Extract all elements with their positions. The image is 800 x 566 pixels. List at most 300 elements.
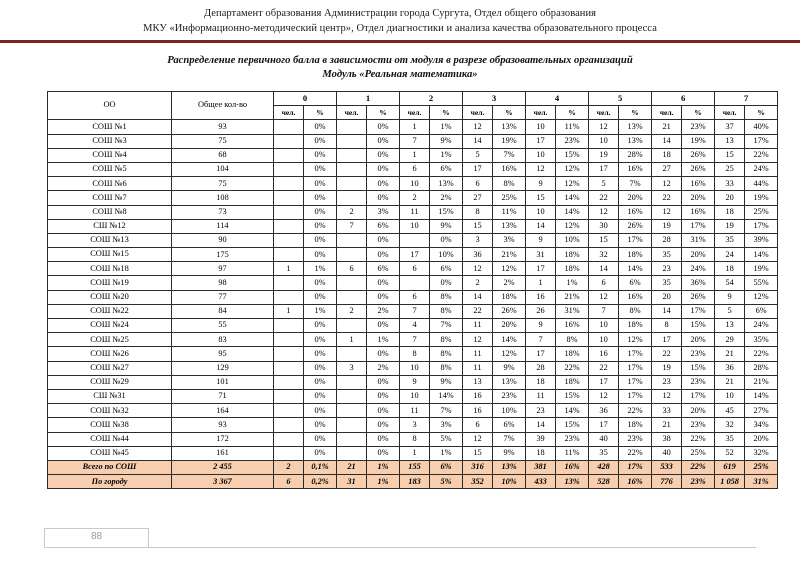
cell-score-2-percent: 8% bbox=[430, 333, 463, 347]
cell-score-2-percent: 8% bbox=[430, 347, 463, 361]
cell-score-2-count: 7 bbox=[400, 134, 430, 148]
cell-score-0-count bbox=[274, 432, 304, 446]
cell-score-1-percent: 0% bbox=[367, 248, 400, 262]
cell-score-4-percent: 15% bbox=[556, 148, 589, 162]
cell-score-0-percent: 0,1% bbox=[304, 460, 337, 474]
table-row bbox=[48, 276, 778, 290]
cell-score-1-count bbox=[337, 276, 367, 290]
table-row bbox=[48, 290, 778, 304]
score-group-header-4: 4 bbox=[526, 92, 589, 106]
cell-score-7-percent: 6% bbox=[745, 304, 778, 318]
cell-score-1-count bbox=[337, 432, 367, 446]
cell-score-2-count: 1 bbox=[400, 446, 430, 460]
cell-score-2-count bbox=[400, 276, 430, 290]
cell-score-3-percent: 3% bbox=[493, 233, 526, 247]
cell-score-7-percent: 14% bbox=[745, 389, 778, 403]
cell-total-count: 114 bbox=[172, 219, 274, 233]
cell-score-5-count: 6 bbox=[589, 276, 619, 290]
cell-total-count: 129 bbox=[172, 361, 274, 375]
cell-score-6-count: 533 bbox=[652, 460, 682, 474]
cell-organization: СОШ №26 bbox=[48, 347, 172, 361]
cell-organization: СОШ №25 bbox=[48, 333, 172, 347]
cell-score-6-percent: 20% bbox=[682, 191, 715, 205]
cell-score-5-count: 16 bbox=[589, 347, 619, 361]
cell-score-2-count: 10 bbox=[400, 361, 430, 375]
table-row bbox=[48, 347, 778, 361]
cell-score-4-percent: 18% bbox=[556, 262, 589, 276]
cell-score-4-percent: 31% bbox=[556, 304, 589, 318]
cell-score-3-count: 12 bbox=[463, 120, 493, 134]
cell-score-3-percent: 9% bbox=[493, 361, 526, 375]
cell-total-count: 93 bbox=[172, 418, 274, 432]
cell-score-6-count: 21 bbox=[652, 120, 682, 134]
cell-score-6-count: 22 bbox=[652, 347, 682, 361]
cell-score-6-count: 19 bbox=[652, 361, 682, 375]
cell-score-5-count: 14 bbox=[589, 262, 619, 276]
table-row bbox=[48, 446, 778, 460]
cell-score-4-percent: 1% bbox=[556, 276, 589, 290]
cell-score-3-percent: 7% bbox=[493, 148, 526, 162]
cell-score-0-percent: 0% bbox=[304, 191, 337, 205]
cell-score-0-percent: 0% bbox=[304, 219, 337, 233]
cell-score-7-count: 25 bbox=[715, 162, 745, 176]
cell-score-7-percent: 27% bbox=[745, 404, 778, 418]
cell-organization: СОШ №24 bbox=[48, 319, 172, 333]
cell-score-2-percent: 10% bbox=[430, 248, 463, 262]
cell-score-4-percent: 18% bbox=[556, 375, 589, 389]
cell-organization: СОШ №6 bbox=[48, 177, 172, 191]
cell-score-1-count bbox=[337, 120, 367, 134]
cell-score-4-count: 10 bbox=[526, 148, 556, 162]
cell-score-0-count bbox=[274, 290, 304, 304]
subcolumn-header-count-1: чел. bbox=[337, 106, 367, 120]
cell-score-1-count bbox=[337, 404, 367, 418]
table-row bbox=[48, 248, 778, 262]
cell-score-2-percent: 9% bbox=[430, 219, 463, 233]
table-row bbox=[48, 361, 778, 375]
cell-score-7-count: 13 bbox=[715, 134, 745, 148]
cell-score-4-percent: 13% bbox=[556, 475, 589, 489]
cell-score-7-percent: 32% bbox=[745, 446, 778, 460]
cell-score-4-count: 28 bbox=[526, 361, 556, 375]
cell-score-6-count: 33 bbox=[652, 404, 682, 418]
cell-score-3-percent: 20% bbox=[493, 319, 526, 333]
cell-score-0-count bbox=[274, 205, 304, 219]
cell-score-4-percent: 14% bbox=[556, 404, 589, 418]
cell-score-1-percent: 0% bbox=[367, 233, 400, 247]
cell-score-1-percent: 1% bbox=[367, 475, 400, 489]
cell-score-4-count: 12 bbox=[526, 162, 556, 176]
cell-score-0-percent: 0% bbox=[304, 120, 337, 134]
cell-organization: СОШ №13 bbox=[48, 233, 172, 247]
cell-score-3-count: 5 bbox=[463, 148, 493, 162]
cell-score-6-count: 14 bbox=[652, 134, 682, 148]
cell-score-0-count bbox=[274, 276, 304, 290]
cell-score-2-count: 1 bbox=[400, 120, 430, 134]
cell-score-3-count: 3 bbox=[463, 233, 493, 247]
cell-score-2-count: 17 bbox=[400, 248, 430, 262]
cell-score-4-percent: 18% bbox=[556, 347, 589, 361]
table-body bbox=[48, 120, 778, 489]
cell-score-2-percent: 8% bbox=[430, 361, 463, 375]
cell-organization: СОШ №20 bbox=[48, 290, 172, 304]
cell-score-4-percent: 22% bbox=[556, 361, 589, 375]
cell-score-7-count: 21 bbox=[715, 347, 745, 361]
cell-score-7-percent: 34% bbox=[745, 418, 778, 432]
cell-score-0-percent: 0% bbox=[304, 290, 337, 304]
cell-score-7-count: 35 bbox=[715, 233, 745, 247]
cell-score-7-percent: 31% bbox=[745, 475, 778, 489]
table-row bbox=[48, 375, 778, 389]
cell-total-count: 75 bbox=[172, 134, 274, 148]
table-summary-row bbox=[48, 460, 778, 474]
cell-score-0-percent: 0% bbox=[304, 162, 337, 176]
cell-score-5-count: 7 bbox=[589, 304, 619, 318]
cell-score-0-count bbox=[274, 446, 304, 460]
cell-score-3-count: 352 bbox=[463, 475, 493, 489]
cell-score-5-count: 12 bbox=[589, 205, 619, 219]
table-row bbox=[48, 205, 778, 219]
cell-score-5-percent: 6% bbox=[619, 276, 652, 290]
table-row bbox=[48, 191, 778, 205]
cell-score-5-percent: 16% bbox=[619, 205, 652, 219]
cell-score-3-percent: 14% bbox=[493, 333, 526, 347]
table-row bbox=[48, 319, 778, 333]
cell-total-count: 73 bbox=[172, 205, 274, 219]
cell-score-2-percent: 7% bbox=[430, 319, 463, 333]
cell-total-count: 97 bbox=[172, 262, 274, 276]
subcolumn-header-count-2: чел. bbox=[400, 106, 430, 120]
cell-score-7-count: 33 bbox=[715, 177, 745, 191]
cell-score-1-count: 21 bbox=[337, 460, 367, 474]
cell-score-0-percent: 1% bbox=[304, 262, 337, 276]
cell-score-1-percent: 0% bbox=[367, 389, 400, 403]
cell-score-6-count: 12 bbox=[652, 177, 682, 191]
cell-score-7-count: 45 bbox=[715, 404, 745, 418]
cell-score-1-percent: 2% bbox=[367, 304, 400, 318]
cell-score-5-percent: 17% bbox=[619, 347, 652, 361]
score-group-header-2: 2 bbox=[400, 92, 463, 106]
table-row bbox=[48, 162, 778, 176]
cell-score-6-percent: 26% bbox=[682, 162, 715, 176]
score-group-header-3: 3 bbox=[463, 92, 526, 106]
score-group-header-0: 0 bbox=[274, 92, 337, 106]
cell-score-1-count: 1 bbox=[337, 333, 367, 347]
cell-score-0-count bbox=[274, 233, 304, 247]
cell-score-4-percent: 12% bbox=[556, 162, 589, 176]
cell-score-4-percent: 23% bbox=[556, 134, 589, 148]
cell-score-5-count: 35 bbox=[589, 446, 619, 460]
cell-score-0-percent: 0% bbox=[304, 134, 337, 148]
cell-score-0-percent: 0% bbox=[304, 205, 337, 219]
cell-score-3-count: 12 bbox=[463, 262, 493, 276]
cell-score-5-count: 17 bbox=[589, 162, 619, 176]
cell-score-3-percent: 25% bbox=[493, 191, 526, 205]
cell-score-2-count: 6 bbox=[400, 262, 430, 276]
cell-score-2-percent: 1% bbox=[430, 446, 463, 460]
cell-score-5-percent: 16% bbox=[619, 290, 652, 304]
cell-score-6-count: 17 bbox=[652, 333, 682, 347]
score-group-header-1: 1 bbox=[337, 92, 400, 106]
cell-organization: СОШ №15 bbox=[48, 248, 172, 262]
header-line-2: МКУ «Информационно-методический центр», Отдел диагностики и анализа качества образовательного процесса bbox=[143, 23, 657, 34]
cell-score-0-count bbox=[274, 134, 304, 148]
score-group-header-7: 7 bbox=[715, 92, 778, 106]
cell-score-7-percent: 20% bbox=[745, 432, 778, 446]
cell-organization: СОШ №19 bbox=[48, 276, 172, 290]
cell-score-5-count: 428 bbox=[589, 460, 619, 474]
cell-score-2-count: 7 bbox=[400, 333, 430, 347]
cell-score-7-percent: 39% bbox=[745, 233, 778, 247]
table-row bbox=[48, 233, 778, 247]
cell-score-3-percent: 10% bbox=[493, 404, 526, 418]
cell-score-4-count: 9 bbox=[526, 233, 556, 247]
cell-score-7-count: 29 bbox=[715, 333, 745, 347]
cell-score-3-count: 11 bbox=[463, 319, 493, 333]
cell-score-4-count: 18 bbox=[526, 375, 556, 389]
cell-score-3-percent: 8% bbox=[493, 177, 526, 191]
cell-organization: По городу bbox=[48, 475, 172, 489]
cell-score-1-percent: 2% bbox=[367, 361, 400, 375]
cell-score-0-percent: 0% bbox=[304, 177, 337, 191]
cell-score-3-count: 12 bbox=[463, 333, 493, 347]
cell-score-4-count: 11 bbox=[526, 389, 556, 403]
cell-score-7-count: 20 bbox=[715, 191, 745, 205]
cell-score-0-count: 1 bbox=[274, 304, 304, 318]
cell-score-6-percent: 36% bbox=[682, 276, 715, 290]
cell-score-5-percent: 17% bbox=[619, 375, 652, 389]
cell-score-5-percent: 17% bbox=[619, 361, 652, 375]
cell-organization: СОШ №45 bbox=[48, 446, 172, 460]
subcolumn-header-percent-4: % bbox=[556, 106, 589, 120]
cell-score-4-count: 1 bbox=[526, 276, 556, 290]
cell-score-1-percent: 0% bbox=[367, 290, 400, 304]
cell-score-7-percent: 14% bbox=[745, 248, 778, 262]
cell-score-0-count bbox=[274, 248, 304, 262]
cell-score-2-percent: 6% bbox=[430, 162, 463, 176]
cell-organization: СОШ №32 bbox=[48, 404, 172, 418]
table-row bbox=[48, 177, 778, 191]
column-header-oo: ОО bbox=[48, 92, 172, 120]
cell-score-2-percent: 15% bbox=[430, 205, 463, 219]
cell-score-3-count: 6 bbox=[463, 418, 493, 432]
cell-organization: СОШ №4 bbox=[48, 148, 172, 162]
cell-score-0-count bbox=[274, 418, 304, 432]
cell-score-6-count: 20 bbox=[652, 290, 682, 304]
cell-score-1-percent: 6% bbox=[367, 219, 400, 233]
cell-score-6-percent: 17% bbox=[682, 219, 715, 233]
cell-score-7-count: 18 bbox=[715, 205, 745, 219]
cell-score-3-count: 13 bbox=[463, 375, 493, 389]
cell-score-7-percent: 22% bbox=[745, 148, 778, 162]
cell-score-1-count bbox=[337, 233, 367, 247]
cell-score-0-count bbox=[274, 177, 304, 191]
cell-score-1-percent: 0% bbox=[367, 162, 400, 176]
cell-score-2-percent: 3% bbox=[430, 418, 463, 432]
cell-score-6-percent: 26% bbox=[682, 148, 715, 162]
cell-score-6-count: 23 bbox=[652, 262, 682, 276]
cell-score-3-percent: 13% bbox=[493, 219, 526, 233]
cell-score-2-count: 11 bbox=[400, 205, 430, 219]
cell-score-6-count: 12 bbox=[652, 389, 682, 403]
cell-score-1-count: 3 bbox=[337, 361, 367, 375]
cell-score-4-count: 23 bbox=[526, 404, 556, 418]
cell-score-7-count: 36 bbox=[715, 361, 745, 375]
cell-score-3-percent: 10% bbox=[493, 475, 526, 489]
cell-score-7-percent: 24% bbox=[745, 319, 778, 333]
cell-score-5-percent: 23% bbox=[619, 432, 652, 446]
cell-score-4-count: 9 bbox=[526, 319, 556, 333]
cell-score-2-percent: 1% bbox=[430, 148, 463, 162]
cell-score-0-percent: 0% bbox=[304, 418, 337, 432]
cell-score-5-count: 32 bbox=[589, 248, 619, 262]
cell-score-5-percent: 8% bbox=[619, 304, 652, 318]
distribution-table bbox=[47, 91, 778, 489]
cell-score-3-count: 316 bbox=[463, 460, 493, 474]
cell-score-0-percent: 0% bbox=[304, 248, 337, 262]
cell-score-0-percent: 1% bbox=[304, 304, 337, 318]
cell-score-1-percent: 0% bbox=[367, 134, 400, 148]
cell-total-count: 95 bbox=[172, 347, 274, 361]
cell-score-5-count: 22 bbox=[589, 361, 619, 375]
cell-score-4-count: 14 bbox=[526, 219, 556, 233]
cell-score-6-count: 22 bbox=[652, 191, 682, 205]
cell-organization: СОШ №27 bbox=[48, 361, 172, 375]
cell-score-3-percent: 16% bbox=[493, 162, 526, 176]
cell-score-5-count: 15 bbox=[589, 233, 619, 247]
cell-score-5-percent: 18% bbox=[619, 248, 652, 262]
cell-score-5-percent: 12% bbox=[619, 333, 652, 347]
cell-score-2-count: 9 bbox=[400, 375, 430, 389]
cell-score-5-count: 22 bbox=[589, 191, 619, 205]
cell-score-5-percent: 14% bbox=[619, 262, 652, 276]
cell-score-0-count bbox=[274, 162, 304, 176]
cell-score-5-percent: 17% bbox=[619, 389, 652, 403]
cell-score-4-percent: 15% bbox=[556, 418, 589, 432]
cell-score-5-percent: 26% bbox=[619, 219, 652, 233]
cell-score-4-count: 17 bbox=[526, 347, 556, 361]
cell-score-6-percent: 23% bbox=[682, 120, 715, 134]
table-row bbox=[48, 389, 778, 403]
cell-score-3-percent: 13% bbox=[493, 120, 526, 134]
cell-total-count: 90 bbox=[172, 233, 274, 247]
cell-score-0-percent: 0% bbox=[304, 432, 337, 446]
cell-score-6-count: 14 bbox=[652, 304, 682, 318]
cell-score-5-percent: 7% bbox=[619, 177, 652, 191]
cell-score-5-count: 12 bbox=[589, 389, 619, 403]
cell-score-0-percent: 0% bbox=[304, 333, 337, 347]
cell-score-7-percent: 12% bbox=[745, 290, 778, 304]
cell-score-6-count: 8 bbox=[652, 319, 682, 333]
cell-score-4-count: 15 bbox=[526, 191, 556, 205]
cell-score-0-count bbox=[274, 361, 304, 375]
cell-score-2-count: 6 bbox=[400, 290, 430, 304]
cell-score-5-count: 17 bbox=[589, 375, 619, 389]
cell-score-1-percent: 0% bbox=[367, 177, 400, 191]
cell-score-3-count: 11 bbox=[463, 361, 493, 375]
cell-score-4-percent: 12% bbox=[556, 177, 589, 191]
cell-score-1-percent: 0% bbox=[367, 404, 400, 418]
cell-score-3-count: 14 bbox=[463, 134, 493, 148]
cell-score-0-count bbox=[274, 347, 304, 361]
cell-score-4-count: 18 bbox=[526, 446, 556, 460]
cell-score-3-percent: 2% bbox=[493, 276, 526, 290]
cell-score-5-percent: 18% bbox=[619, 418, 652, 432]
cell-score-2-count: 8 bbox=[400, 432, 430, 446]
cell-score-6-count: 21 bbox=[652, 418, 682, 432]
cell-score-5-count: 40 bbox=[589, 432, 619, 446]
header-line-1: Департамент образования Администрации города Сургута, Отдел общего образования bbox=[203, 8, 597, 19]
cell-score-5-percent: 13% bbox=[619, 120, 652, 134]
cell-organization: СОШ №18 bbox=[48, 262, 172, 276]
cell-organization: СШ №31 bbox=[48, 389, 172, 403]
subcolumn-header-count-7: чел. bbox=[715, 106, 745, 120]
document-header bbox=[0, 0, 800, 36]
cell-score-5-percent: 17% bbox=[619, 233, 652, 247]
table-row bbox=[48, 404, 778, 418]
cell-score-4-percent: 16% bbox=[556, 460, 589, 474]
cell-score-0-percent: 0% bbox=[304, 389, 337, 403]
cell-score-0-percent: 0% bbox=[304, 233, 337, 247]
cell-organization: СОШ №8 bbox=[48, 205, 172, 219]
cell-score-7-count: 54 bbox=[715, 276, 745, 290]
cell-score-7-count: 1 058 bbox=[715, 475, 745, 489]
subcolumn-header-count-0: чел. bbox=[274, 106, 304, 120]
cell-score-4-percent: 11% bbox=[556, 446, 589, 460]
cell-score-7-count: 24 bbox=[715, 248, 745, 262]
cell-score-4-count: 16 bbox=[526, 290, 556, 304]
cell-score-3-count: 12 bbox=[463, 432, 493, 446]
cell-score-3-percent: 18% bbox=[493, 290, 526, 304]
cell-score-4-percent: 10% bbox=[556, 233, 589, 247]
cell-score-3-count: 27 bbox=[463, 191, 493, 205]
cell-score-1-count: 2 bbox=[337, 205, 367, 219]
cell-total-count: 108 bbox=[172, 191, 274, 205]
cell-organization: СОШ №3 bbox=[48, 134, 172, 148]
cell-score-1-count bbox=[337, 134, 367, 148]
cell-score-7-percent: 40% bbox=[745, 120, 778, 134]
cell-score-2-percent: 6% bbox=[430, 460, 463, 474]
cell-score-0-count bbox=[274, 389, 304, 403]
cell-organization: СОШ №5 bbox=[48, 162, 172, 176]
cell-total-count: 75 bbox=[172, 177, 274, 191]
cell-score-1-percent: 0% bbox=[367, 446, 400, 460]
cell-score-6-percent: 16% bbox=[682, 177, 715, 191]
cell-total-count: 101 bbox=[172, 375, 274, 389]
cell-total-count: 83 bbox=[172, 333, 274, 347]
cell-score-7-count: 35 bbox=[715, 432, 745, 446]
cell-score-1-count bbox=[337, 446, 367, 460]
cell-score-2-count: 183 bbox=[400, 475, 430, 489]
cell-score-0-count: 2 bbox=[274, 460, 304, 474]
cell-score-0-percent: 0% bbox=[304, 148, 337, 162]
cell-score-0-count bbox=[274, 404, 304, 418]
cell-score-1-count: 6 bbox=[337, 262, 367, 276]
cell-score-1-percent: 0% bbox=[367, 418, 400, 432]
cell-score-3-percent: 7% bbox=[493, 432, 526, 446]
cell-score-7-count: 619 bbox=[715, 460, 745, 474]
cell-score-6-percent: 23% bbox=[682, 418, 715, 432]
table-row bbox=[48, 120, 778, 134]
cell-score-3-percent: 21% bbox=[493, 248, 526, 262]
cell-score-6-percent: 22% bbox=[682, 460, 715, 474]
cell-score-0-count: 6 bbox=[274, 475, 304, 489]
cell-score-5-percent: 16% bbox=[619, 162, 652, 176]
column-header-total: Общее кол-во bbox=[172, 92, 274, 120]
cell-score-2-percent: 14% bbox=[430, 389, 463, 403]
cell-score-5-percent: 28% bbox=[619, 148, 652, 162]
cell-score-2-percent: 5% bbox=[430, 475, 463, 489]
